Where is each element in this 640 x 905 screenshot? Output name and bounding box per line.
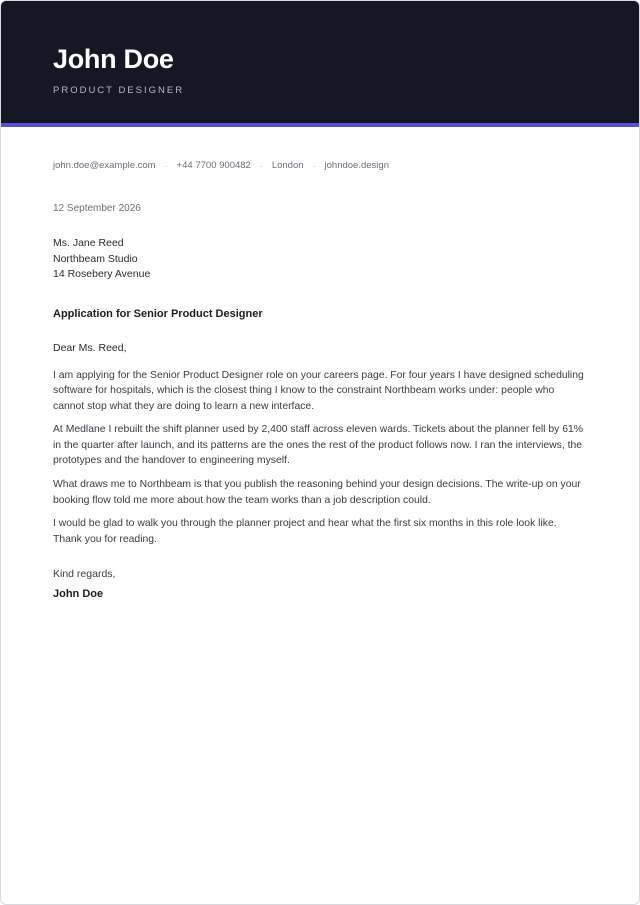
letter-signature: John Doe [53,588,104,601]
letter-content [1,160,639,600]
body-paragraph: I would be glad to walk you through the planner project and hear what the first six months in this role look like. Thank you for reading. [53,518,557,545]
body-paragraph: What draws me to Northbeam is that you publish the reasoning behind your design decisions. The write-up on your booking flow told me more about how the team works than a job description could. [53,479,581,506]
recipient-block [53,236,587,283]
contact-separator: · [259,160,263,171]
letter-body [53,368,587,548]
contact-separator: · [164,160,168,171]
contact-line [53,160,587,171]
applicant-name: John Doe [53,44,174,74]
recipient-company: Northbeam Studio [53,252,138,265]
applicant-role: PRODUCT DESIGNER [53,85,185,96]
letter-header [1,1,639,127]
body-paragraph: At Medlane I rebuilt the shift planner used by 2,400 staff across eleven wards. Tickets about the planner fell by 61% in the quarter after launch, and its patterns are the ones the rest of the product follows now. I ran the interviews, the prototypes and the handover to engineering myself. [53,424,584,467]
letter-salutation: Dear Ms. Reed, [53,341,127,354]
contact-separator: · [312,160,316,171]
letter-date: 12 September 2026 [53,203,141,214]
recipient-address: 14 Rosebery Avenue [53,268,151,280]
contact-phone[interactable]: +44 7700 900482 [176,160,251,171]
letter-subject: Application for Senior Product Designer [53,307,263,320]
contact-email[interactable]: john.doe@example.com [53,160,156,171]
contact-city: London [271,160,304,171]
recipient-name: Ms. Jane Reed [53,237,124,249]
body-paragraph: I am applying for the Senior Product Designer role on your careers page. For four years I have designed scheduling software for hospitals, which is the closest thing I know to the constraint Northbeam works under: people who cannot stop what they are doing to learn a new interface. [53,369,584,412]
letter-closing: Kind regards, [53,568,116,581]
contact-website[interactable]: johndoe.design [324,160,389,171]
